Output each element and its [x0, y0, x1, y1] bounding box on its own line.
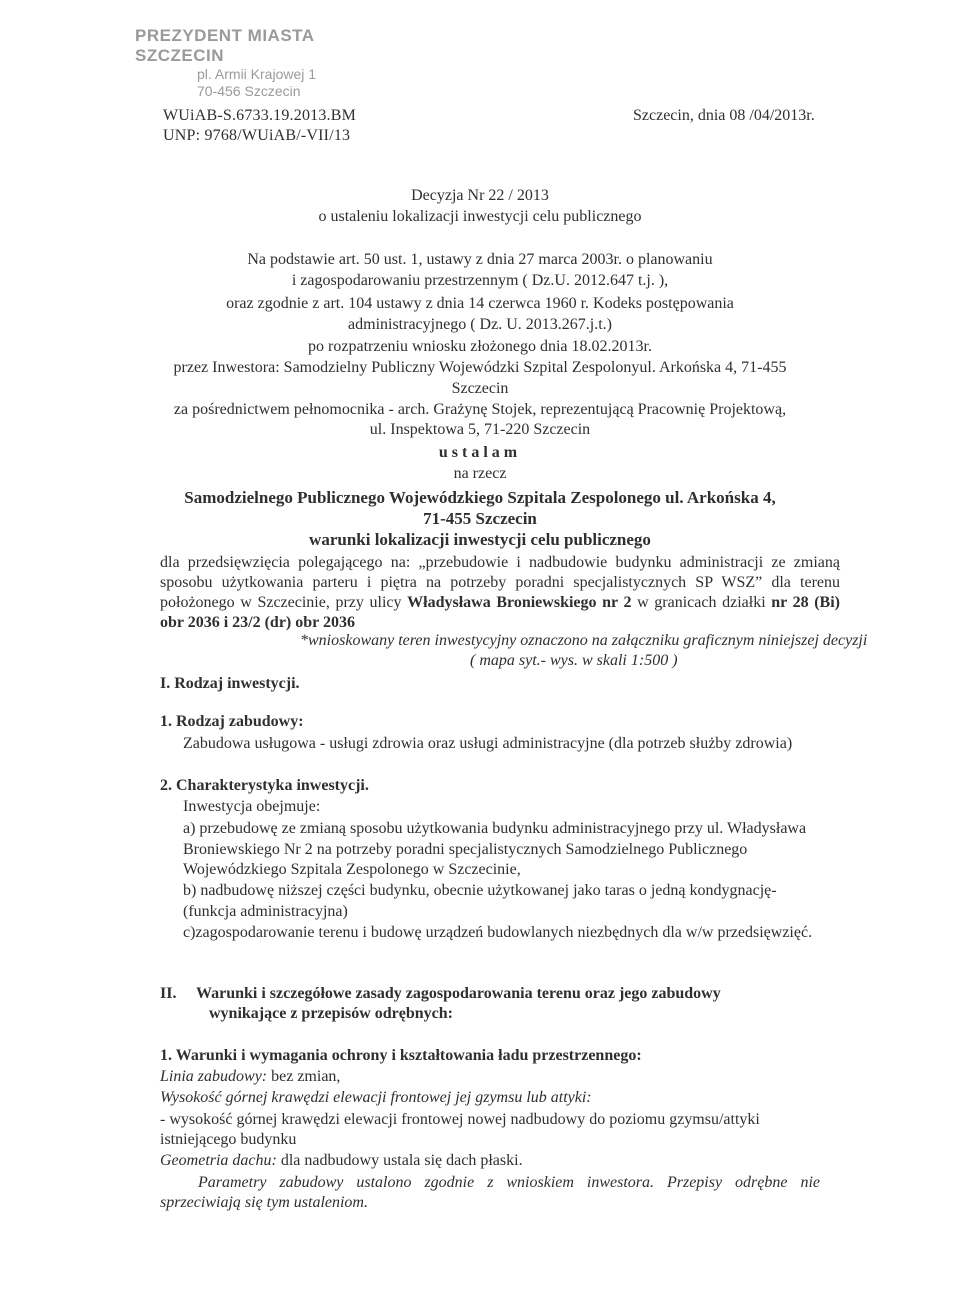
- basis-line-8: za pośrednictwem pełnomocnika - arch. Grażynę Stojek, reprezentującą Pracownię Projektową,: [173, 401, 787, 418]
- beneficiary-line-1: Samodzielnego Publicznego Wojewódzkiego Szpitala Zespolonego ul. Arkońska 4,: [184, 488, 776, 507]
- decision-word: ustalam: [438, 444, 522, 461]
- building-line-value: bez zmian,: [267, 1068, 341, 1085]
- roof-geometry: [160, 1152, 523, 1170]
- decision-title: Decyzja Nr 22 / 2013: [411, 187, 549, 204]
- basis-line-5: po rozpatrzeniu wniosku złożonego dnia 18.02.2013r.: [308, 338, 652, 355]
- stamp-line-2: pl. Armii Krajowej 1: [197, 66, 317, 82]
- item-a: a) przebudowę ze zmianą sposobu użytkowania budynku administracyjnego przy ul. Władysława Broniewskiego Nr 2 na potrzeby poradni specjalistycznych Samodzielnego Publicznego Wojewódzkiego Szpitala Zespolonego w Szczecinie,: [183, 820, 807, 878]
- building-type-text: Zabudowa usługowa - usługi zdrowia oraz usługi administracyjne (dla potrzeb służby zdrowia): [183, 735, 793, 752]
- basis-line-4: administracyjnego ( Dz. U. 2013.267.j.t.): [348, 316, 612, 333]
- decision-subject: o ustaleniu lokalizacji inwestycji celu publicznego: [318, 208, 642, 225]
- unp-number: UNP: 9768/WUiAB/-VII/13: [163, 127, 351, 144]
- characteristics-intro: Inwestycja obejmuje:: [183, 798, 321, 815]
- building-line-label: Linia zabudowy:: [160, 1068, 268, 1085]
- on-behalf-label: na rzecz: [453, 465, 507, 482]
- conditions-title: warunki lokalizacji inwestycji celu publicznego: [309, 530, 651, 549]
- basis-line-6: przez Inwestora: Samodzielny Publiczny Wojewódzki Szpital Zespolonyul. Arkońska 4, 71-455: [173, 359, 787, 376]
- spatial-order-heading: 1. Warunki i wymagania ochrony i kształtowania ładu przestrzennego:: [160, 1047, 642, 1064]
- item-c: c)zagospodarowanie terenu i budowę urządzeń budowlanych niezbędnych dla w/w przedsięwzięć.: [183, 924, 813, 941]
- item-b: b) nadbudowę niższej części budynku, obecnie użytkowanej jako taras o jedną kondygnację- (funkcja administracyjna): [183, 882, 777, 920]
- plot-numbers: nr 28 (Bi) obr 2036 i 23/2 (dr) obr 2036: [160, 594, 841, 631]
- section-1-heading: I. Rodzaj inwestycji.: [160, 675, 300, 692]
- stamp-line-1: PREZYDENT MIASTA SZCZECIN: [135, 26, 314, 65]
- stamp-line-3: 70-456 Szczecin: [197, 83, 301, 99]
- basis-line-2: i zagospodarowaniu przestrzennym ( Dz.U. 2012.647 t.j. ),: [291, 272, 669, 289]
- roof-label: Geometria dachu:: [160, 1152, 277, 1169]
- office-stamp: [135, 26, 405, 100]
- street-address: Władysława Broniewskiego nr 2: [407, 594, 632, 611]
- description-text-1: dla przedsięwzięcia polegającego na: „przebudowie i nadbudowie budynku administracji ze zmianą sposobu użytkowania parteru i piętra na potrzeby poradni specjalistycznych SP WSZ” dla terenu położonego w Szczecinie, przy ulicy: [160, 554, 840, 611]
- beneficiary-line-2: 71-455 Szczecin: [423, 509, 537, 528]
- section-2-heading-1: Warunki i szczegółowe zasady zagospodarowania terenu oraz jego zabudowy: [196, 985, 721, 1002]
- parameters-note: Parametry zabudowy ustalono zgodnie z wnioskiem inwestora. Przepisy odrębne nie sprzeciwiają się tym ustaleniom.: [160, 1174, 820, 1211]
- building-line: [160, 1068, 340, 1086]
- map-note-1: *wnioskowany teren inwestycyjny oznaczono na załączniku graficznym niniejszej decyzji: [300, 632, 868, 649]
- document-date: Szczecin, dnia 08 /04/2013r.: [633, 107, 815, 124]
- height-value: - wysokość górnej krawędzi elewacji frontowej nowej nadbudowy do poziomu gzymsu/attyki istniejącego budynku: [160, 1111, 760, 1148]
- section-2-heading-2: wynikające z przepisów odrębnych:: [209, 1005, 453, 1022]
- map-note-2: ( mapa syt.- wys. w skali 1:500 ): [470, 652, 678, 669]
- height-label: Wysokość górnej krawędzi elewacji frontowej jej gzymsu lub attyki:: [160, 1089, 592, 1106]
- description-text-2: w granicach działki: [631, 594, 772, 611]
- characteristics-heading: 2. Charakterystyka inwestycji.: [160, 777, 369, 794]
- basis-line-9: ul. Inspektowa 5, 71-220 Szczecin: [369, 421, 591, 438]
- building-type-heading: 1. Rodzaj zabudowy:: [160, 713, 304, 730]
- basis-line-7: Szczecin: [451, 380, 509, 397]
- roof-value: dla nadbudowy ustala się dach płaski.: [276, 1152, 523, 1169]
- reference-number: WUiAB-S.6733.19.2013.BM: [163, 107, 357, 124]
- basis-line-1: Na podstawie art. 50 ust. 1, ustawy z dnia 27 marca 2003r. o planowaniu: [247, 251, 713, 268]
- section-2-number: II.: [160, 985, 177, 1002]
- basis-line-3: oraz zgodnie z art. 104 ustawy z dnia 14 czerwca 1960 r. Kodeks postępowania: [226, 295, 734, 312]
- investment-description: [160, 553, 840, 633]
